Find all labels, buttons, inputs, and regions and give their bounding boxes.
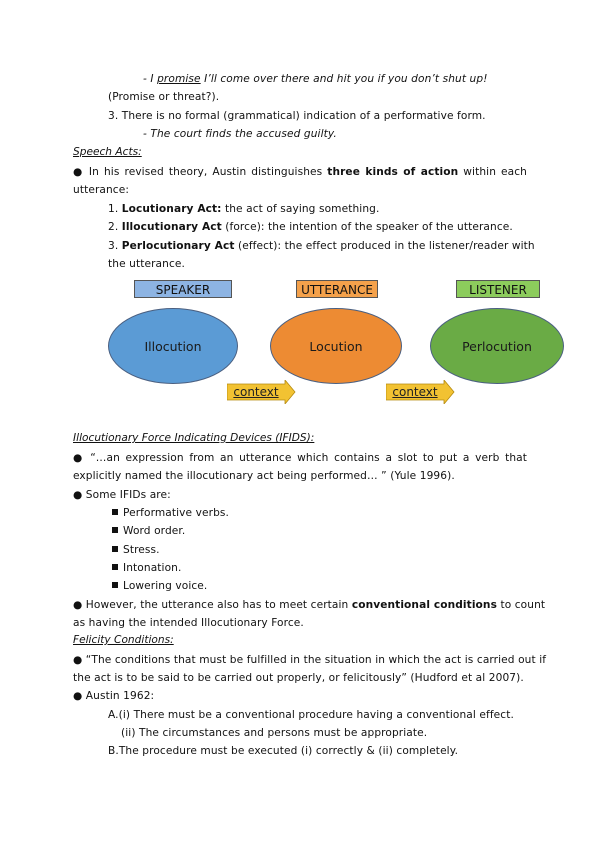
- example-promise-line: [143, 72, 488, 86]
- however-bold: conventional conditions: [351, 599, 497, 611]
- felicity-a1: A.(i) There must be a conventional procedure having a conventional effect.: [108, 709, 514, 721]
- speech-act-item-1: [108, 202, 379, 216]
- example-rest: I’ll come over there and hit you if you don’t shut up!: [204, 73, 488, 85]
- example-verb: promise: [157, 73, 201, 85]
- locution-text: Locution: [309, 338, 363, 354]
- listener-label: LISTENER: [456, 280, 540, 298]
- item-term: Illocutionary Act: [121, 221, 222, 233]
- however-part-b: to count: [496, 599, 546, 611]
- utterance-label: UTTERANCE: [296, 280, 378, 298]
- point-3-example: - The court finds the accused guilty.: [143, 128, 337, 140]
- example-dash: - I: [143, 73, 154, 85]
- ifids-quote-line2: explicitly named the illocutionary act being performed… ” (Yule 1996).: [73, 470, 455, 482]
- square-bullet-icon: [112, 509, 118, 515]
- ifid-text: Intonation.: [123, 562, 182, 574]
- item-desc: (effect): the effect produced in the listener/reader with: [234, 240, 535, 252]
- illocution-ellipse: [108, 308, 238, 384]
- ifids-however: [73, 598, 546, 612]
- example-note: (Promise or threat?).: [108, 91, 220, 103]
- context-arrow-1: [227, 380, 297, 404]
- ifid-item: [112, 579, 207, 593]
- point-3: 3. There is no formal (grammatical) indication of a performative form.: [108, 110, 486, 122]
- square-bullet-icon: [112, 546, 118, 552]
- felicity-b: B.The procedure must be executed (i) correctly & (ii) completely.: [108, 745, 459, 757]
- perlocution-ellipse: [430, 308, 564, 384]
- ifid-text: Stress.: [123, 544, 160, 556]
- felicity-quote-line1: ● “The conditions that must be fulfilled in the situation in which the act is carried out if: [73, 654, 547, 666]
- speech-acts-intro: [73, 165, 527, 179]
- speech-act-item-3-cont: the utterance.: [108, 258, 185, 270]
- context-label: context: [392, 385, 438, 399]
- item-num: 2.: [108, 221, 122, 233]
- speaker-label: SPEAKER: [134, 280, 232, 298]
- square-bullet-icon: [112, 527, 118, 533]
- ifid-item: [112, 506, 229, 520]
- speech-acts-heading: Speech Acts:: [73, 146, 142, 158]
- ifid-item: [112, 543, 160, 557]
- ifids-quote-line1: ● “…an expression from an utterance which contains a slot to put a verb that: [73, 452, 527, 464]
- item-num: 3.: [108, 240, 122, 252]
- item-desc: (force): the intention of the speaker of the utterance.: [221, 221, 513, 233]
- however-part-a: ● However, the utterance also has to meet certain: [73, 599, 352, 611]
- ifid-text: Performative verbs.: [123, 507, 229, 519]
- ifid-item: [112, 561, 181, 575]
- ifids-however-line2: as having the intended Illocutionary Force.: [73, 617, 304, 629]
- ifids-some: ● Some IFIDs are:: [73, 489, 171, 501]
- intro-part-a: ● In his revised theory, Austin distinguishes: [73, 166, 328, 178]
- square-bullet-icon: [112, 582, 118, 588]
- speech-act-item-3: [108, 239, 535, 253]
- item-term: Perlocutionary Act: [121, 240, 235, 252]
- context-label: context: [233, 385, 279, 399]
- perlocution-text: Perlocution: [462, 338, 532, 354]
- locution-ellipse: [270, 308, 402, 384]
- felicity-a2: (ii) The circumstances and persons must be appropriate.: [121, 727, 428, 739]
- item-desc: the act of saying something.: [221, 203, 380, 215]
- intro-bold: three kinds of action: [327, 166, 459, 178]
- context-arrow-2: [386, 380, 456, 404]
- item-num: 1.: [108, 203, 122, 215]
- felicity-austin: ● Austin 1962:: [73, 690, 155, 702]
- intro-part-b: within each: [458, 166, 527, 178]
- speech-act-item-2: [108, 220, 513, 234]
- square-bullet-icon: [112, 564, 118, 570]
- felicity-heading: Felicity Conditions:: [73, 634, 174, 646]
- illocution-text: Illocution: [144, 338, 202, 354]
- speech-acts-intro-line2: utterance:: [73, 184, 130, 196]
- felicity-quote-line2: the act is to be said to be carried out properly, or felicitously” (Hudford et al 2007).: [73, 672, 524, 684]
- item-term: Locutionary Act:: [121, 203, 222, 215]
- ifid-item: [112, 524, 185, 538]
- ifid-text: Word order.: [123, 525, 186, 537]
- ifids-heading: Illocutionary Force Indicating Devices (IFIDS):: [73, 432, 315, 444]
- ifid-text: Lowering voice.: [123, 580, 208, 592]
